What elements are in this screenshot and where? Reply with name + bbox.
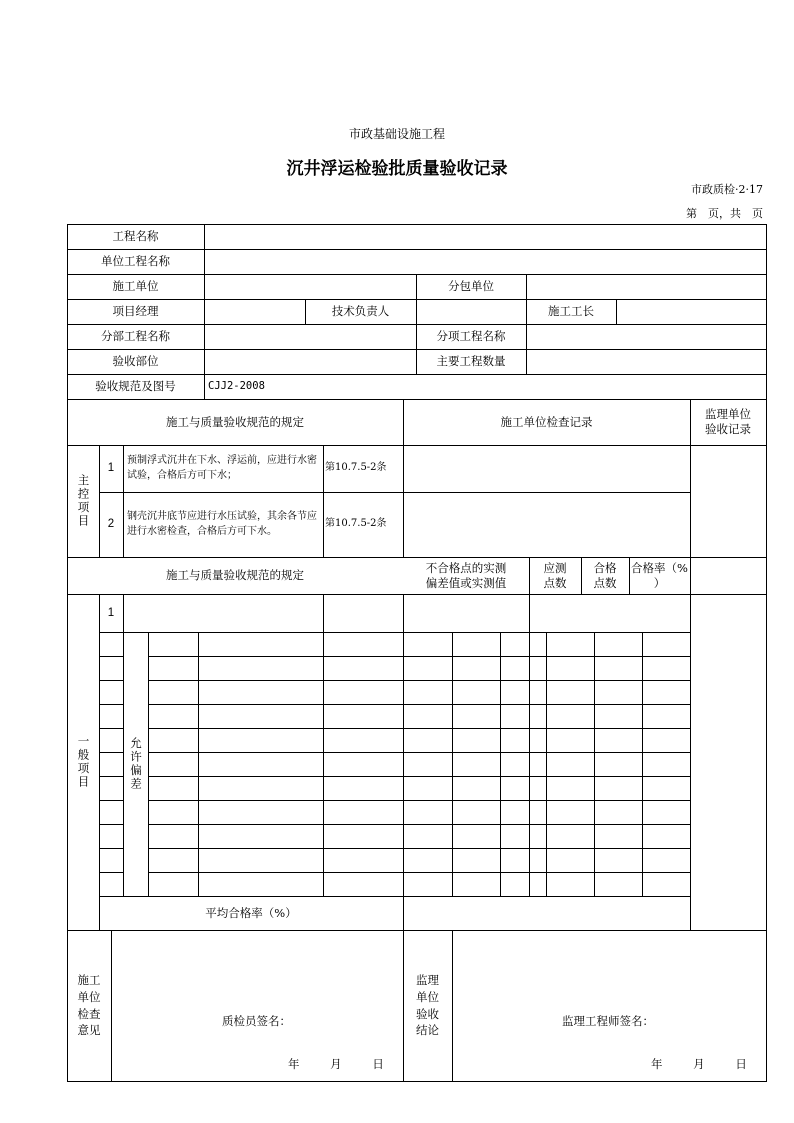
table-rule	[67, 274, 767, 275]
header-pass-rate-line-1: 合格率（%	[631, 560, 688, 575]
form-title: 沉井浮运检验批质量验收记录	[286, 159, 508, 179]
page-indicator: 第 页，共 页	[686, 207, 763, 220]
table-rule	[67, 399, 767, 400]
header-pass-rate	[629, 557, 690, 594]
table-rule	[99, 704, 124, 705]
field-division-name[interactable]	[204, 324, 416, 349]
main-item-1-record[interactable]	[403, 445, 690, 492]
label-subitem-name: 分项工程名称	[436, 329, 506, 344]
table-rule	[581, 557, 582, 595]
table-rule	[403, 399, 404, 558]
table-rule	[690, 399, 691, 931]
table-rule	[500, 632, 501, 897]
label-project-name: 工程名称	[112, 229, 159, 244]
supervisor-conclusion-text: 监理单位验收结论	[416, 973, 439, 1038]
header-supervisor-record	[690, 399, 766, 445]
field-foreman[interactable]	[616, 299, 766, 324]
table-rule	[642, 632, 643, 897]
label-foreman: 施工工长	[548, 304, 594, 319]
field-spec-value: CJJ2-2008	[208, 379, 265, 392]
table-rule	[416, 274, 417, 375]
header-rule-general: 施工与质量验收规范的规定	[166, 568, 304, 583]
main-item-1-clause: 第10.7.5-2条	[325, 462, 387, 474]
table-rule	[123, 445, 124, 558]
label-division-name: 分部工程名称	[101, 329, 170, 344]
table-rule	[67, 249, 767, 250]
header-check-record: 施工单位检查记录	[500, 414, 593, 429]
header-points-required	[529, 557, 581, 594]
table-rule	[594, 632, 595, 897]
label-subcontractor: 分包单位	[448, 279, 494, 294]
general-item-1-no: 1	[107, 606, 115, 619]
field-subcontractor[interactable]	[526, 274, 766, 299]
main-item-2-text: 钢壳沉井底节应进行水压试验，其余各节应进行水密检查，合格后方可下水。	[127, 511, 317, 537]
table-rule	[148, 776, 691, 777]
main-control-supervisor-record[interactable]	[690, 445, 766, 557]
inspector-date-day: 日	[372, 1057, 384, 1071]
table-rule	[67, 299, 767, 300]
table-rule	[99, 728, 124, 729]
table-rule	[99, 445, 100, 558]
table-rule	[148, 848, 691, 849]
table-rule	[67, 374, 767, 375]
header-pass-rate-line-2: ）	[653, 575, 666, 590]
table-rule	[148, 632, 149, 897]
table-rule	[148, 800, 691, 801]
table-rule	[99, 632, 691, 633]
engineer-date-day: 日	[735, 1057, 747, 1071]
average-pass-rate-value[interactable]	[403, 896, 690, 930]
construction-opinion-label	[67, 930, 111, 1081]
table-rule	[99, 776, 124, 777]
header-deviation	[403, 557, 529, 594]
table-rule	[99, 492, 691, 493]
table-rule	[99, 848, 124, 849]
engineer-signature-label: 监理工程师签名：	[562, 1014, 654, 1028]
inspector-date-month: 月	[330, 1057, 342, 1071]
table-rule	[123, 594, 124, 897]
construction-opinion-text: 施工单位检查意见	[77, 973, 101, 1038]
table-rule	[148, 704, 691, 705]
label-project-manager: 项目经理	[112, 304, 159, 319]
table-rule	[99, 896, 691, 897]
engineer-date	[651, 1056, 747, 1072]
table-rule	[67, 594, 767, 595]
label-main-quantity: 主要工程数量	[436, 354, 506, 369]
table-rule	[323, 445, 324, 558]
table-rule	[99, 656, 124, 657]
table-rule	[546, 632, 547, 897]
table-rule	[67, 1081, 767, 1082]
engineer-date-month: 月	[693, 1057, 705, 1071]
table-rule	[148, 824, 691, 825]
table-rule	[148, 872, 691, 873]
table-rule	[67, 445, 767, 446]
field-project-name[interactable]	[204, 224, 766, 249]
field-unit-project-name[interactable]	[204, 249, 766, 274]
table-rule	[67, 224, 767, 225]
main-item-2-no: 2	[107, 518, 115, 531]
table-rule	[148, 752, 691, 753]
field-construction-unit[interactable]	[204, 274, 416, 299]
table-rule	[67, 324, 767, 325]
table-rule	[323, 594, 324, 897]
table-rule	[148, 728, 691, 729]
table-rule	[452, 632, 453, 897]
table-rule	[529, 557, 530, 897]
organization-label: 市政基础设施工程	[348, 127, 445, 141]
label-unit-project-name: 单位工程名称	[101, 254, 170, 269]
field-subitem-name[interactable]	[526, 324, 766, 349]
main-control-group-label: 主控项目	[76, 474, 91, 528]
table-rule	[198, 632, 199, 897]
header-rule-main: 施工与质量验收规范的规定	[166, 414, 304, 429]
table-rule	[204, 224, 205, 400]
table-rule	[67, 930, 767, 931]
header-supervisor-line-2: 验收记录	[705, 422, 751, 436]
table-rule	[99, 594, 100, 931]
header-points-pass	[581, 557, 629, 594]
label-spec: 验收规范及图号	[95, 379, 176, 394]
header-supervisor-line-1: 监理单位	[705, 407, 751, 422]
header-points-pass-line-2: 点数	[593, 575, 617, 590]
table-rule	[148, 680, 691, 681]
table-rule	[99, 800, 124, 801]
table-rule	[616, 299, 617, 325]
table-rule	[67, 349, 767, 350]
tolerance-label: 允许偏差	[128, 737, 143, 791]
label-acceptance-part: 验收部位	[112, 354, 159, 369]
average-pass-rate-label: 平均合格率（%）	[205, 905, 297, 920]
field-acceptance-part[interactable]	[204, 349, 416, 374]
engineer-date-year: 年	[651, 1057, 663, 1071]
inspector-signature-label: 质检员签名：	[222, 1014, 291, 1028]
table-rule	[99, 752, 124, 753]
main-item-2-record[interactable]	[403, 492, 690, 557]
field-technical-lead[interactable]	[416, 299, 526, 324]
label-construction-unit: 施工单位	[112, 279, 159, 294]
inspector-date-year: 年	[288, 1057, 300, 1071]
header-deviation-line-1: 不合格点的实测	[425, 560, 507, 575]
table-rule	[111, 930, 112, 1082]
table-rule	[452, 930, 453, 1082]
header-points-required-line-2: 点数	[543, 575, 567, 590]
table-rule	[305, 299, 306, 325]
supervisor-conclusion-label	[403, 930, 452, 1081]
table-rule	[148, 656, 691, 657]
table-rule	[99, 680, 124, 681]
main-item-2-clause: 第10.7.5-2条	[325, 518, 387, 530]
table-rule	[67, 224, 68, 1082]
table-rule	[67, 557, 767, 558]
table-rule	[526, 274, 527, 375]
general-group-label: 一般项目	[76, 735, 91, 789]
main-item-1-text: 预制浮式沉井在下水、浮运前，应进行水密试验，合格后方可下水；	[127, 455, 317, 481]
inspector-date	[288, 1056, 384, 1072]
header-points-pass-line-1: 合格	[593, 560, 617, 575]
field-main-quantity[interactable]	[526, 349, 766, 374]
header-deviation-line-2: 偏差值或实测值	[425, 575, 507, 590]
form-code: 市政质检·2·17	[691, 183, 763, 196]
table-rule	[99, 824, 124, 825]
header-points-required-line-1: 应测	[543, 560, 567, 575]
label-technical-lead: 技术负责人	[331, 304, 390, 319]
table-rule	[766, 224, 767, 1082]
table-rule	[403, 594, 404, 1082]
table-rule	[629, 557, 630, 595]
field-project-manager[interactable]	[204, 299, 305, 324]
main-item-1-no: 1	[107, 462, 115, 475]
table-rule	[99, 872, 124, 873]
